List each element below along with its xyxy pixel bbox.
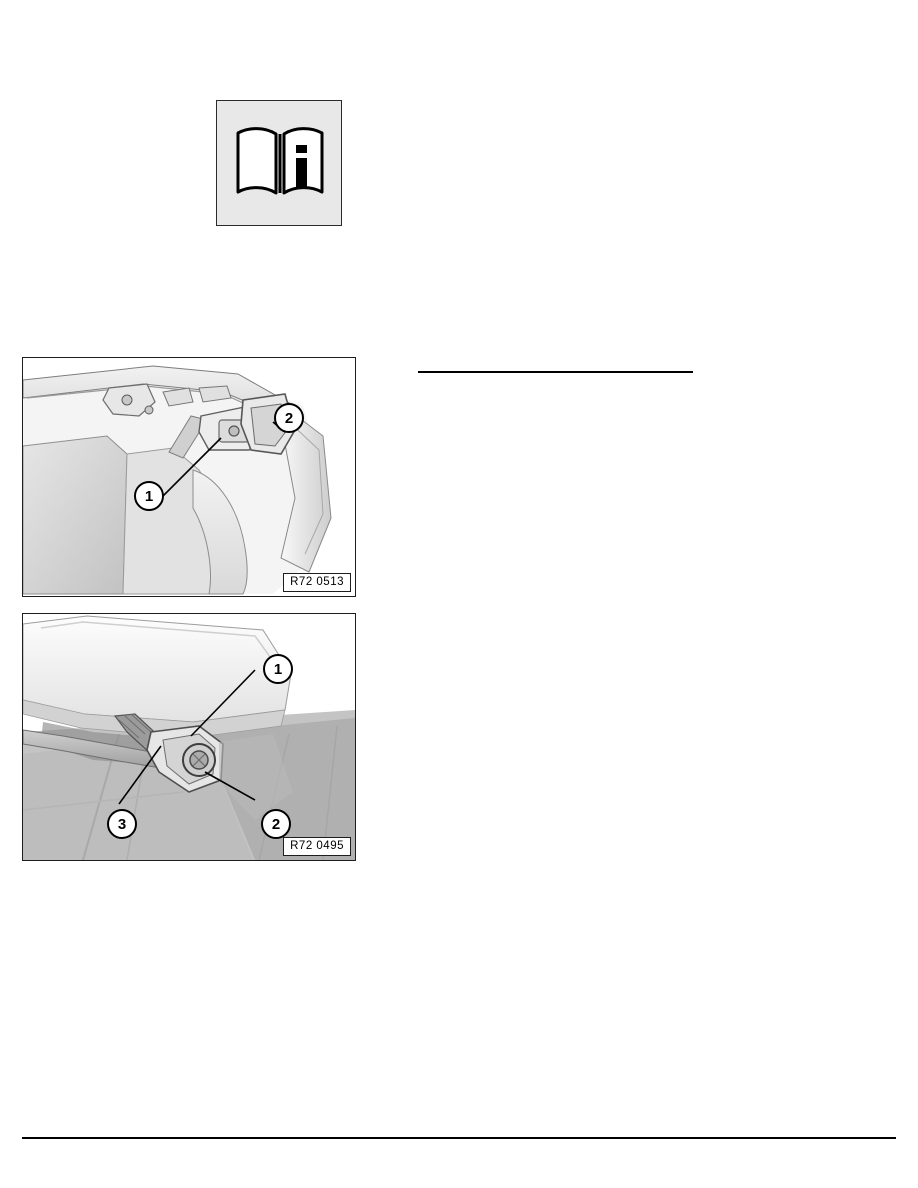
callout-number: 3 bbox=[117, 815, 127, 833]
figure-2-callout-1 bbox=[263, 654, 293, 684]
figure-1-id: R72 0513 bbox=[283, 573, 351, 592]
figure-2-callout-2b bbox=[261, 809, 291, 839]
info-book-icon bbox=[235, 123, 325, 199]
callout-number: 2 bbox=[284, 409, 294, 427]
callout-number: 1 bbox=[273, 660, 283, 678]
figure-1-illustration bbox=[23, 358, 355, 596]
info-note-box bbox=[216, 100, 342, 226]
figure-2-id: R72 0495 bbox=[283, 837, 351, 856]
figure-2-callout-3 bbox=[107, 809, 137, 839]
figure-1-callout-1 bbox=[134, 481, 164, 511]
footer-separator bbox=[22, 1137, 896, 1139]
section-underline bbox=[418, 371, 693, 373]
figure-r72-0513 bbox=[22, 357, 356, 597]
figure-1-callout-2 bbox=[274, 403, 304, 433]
figure-r72-0495 bbox=[22, 613, 356, 861]
callout-number: 1 bbox=[144, 487, 154, 505]
figure-2-illustration bbox=[23, 614, 355, 860]
callout-number: 2 bbox=[271, 815, 281, 833]
